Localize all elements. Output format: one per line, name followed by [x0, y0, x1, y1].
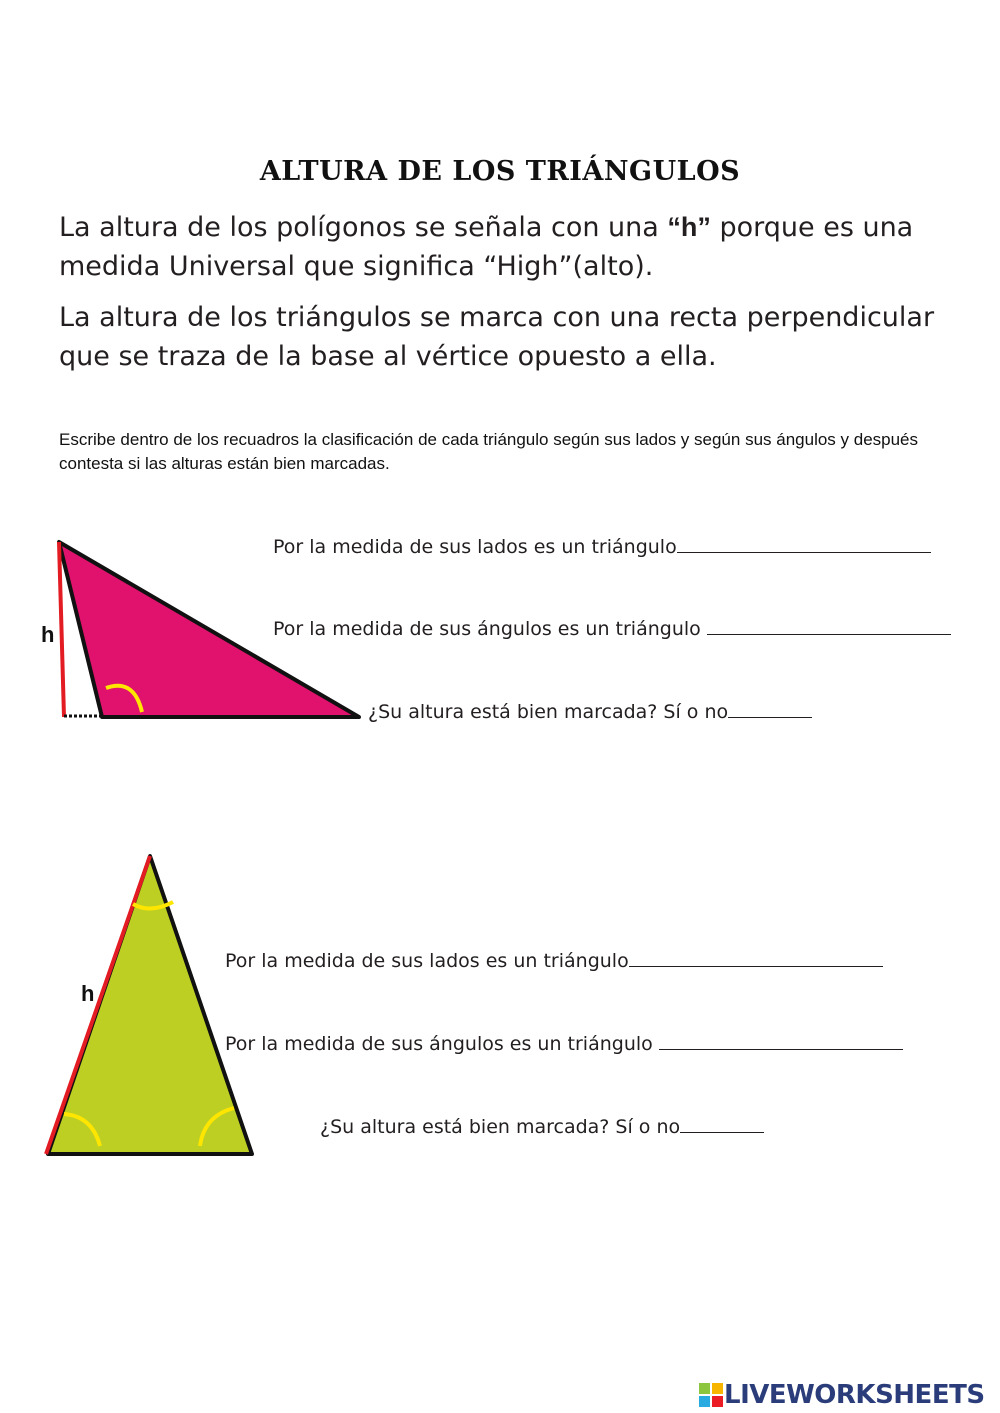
- question-text: Por la medida de sus ángulos es un triángulo: [273, 618, 707, 640]
- intro-text-end: porque es una medida Universal que significa “High”(alto).: [59, 212, 914, 282]
- answer-blank-sides-1[interactable]: [677, 534, 931, 553]
- answer-blank-angles-1[interactable]: [707, 616, 951, 635]
- question-sides-1: [273, 534, 931, 558]
- answer-blank-sides-2[interactable]: [629, 948, 883, 967]
- question-height-2: [320, 1114, 764, 1138]
- triangle-2-figure: [30, 840, 270, 1170]
- intro-text: La altura de los polígonos se señala con una: [59, 212, 668, 243]
- question-text: ¿Su altura está bien marcada? Sí o no: [320, 1116, 681, 1138]
- question-sides-2: [225, 948, 883, 972]
- h-label-2: h: [81, 981, 95, 1006]
- question-text: ¿Su altura está bien marcada? Sí o no: [368, 701, 729, 723]
- h-symbol: “h”: [667, 212, 711, 242]
- intro-paragraph-2: La altura de los triángulos se marca con una recta perpendicular que se traza de la base al vértice opuesto a ella.: [59, 302, 935, 372]
- question-angles-2: [225, 1031, 903, 1055]
- logo-icon: [698, 1382, 724, 1408]
- answer-blank-angles-2[interactable]: [659, 1031, 903, 1050]
- answer-blank-height-1[interactable]: [728, 699, 812, 718]
- question-text: Por la medida de sus lados es un triángulo: [273, 536, 677, 558]
- page-title: ALTURA DE LOS TRIÁNGULOS: [259, 156, 741, 187]
- liveworksheets-logo: [698, 1378, 985, 1412]
- h-label-1: h: [41, 622, 55, 647]
- question-text: Por la medida de sus lados es un triángulo: [225, 950, 629, 972]
- instructions: Escribe dentro de los recuadros la clasificación de cada triángulo según sus lados y según sus ángulos y después contesta si las alturas están bien marcadas.: [59, 430, 919, 473]
- logo-text: LIVEWORKSHEETS: [724, 1380, 985, 1410]
- answer-blank-height-2[interactable]: [680, 1114, 764, 1133]
- intro-paragraph-1: [59, 208, 939, 286]
- question-height-1: [368, 699, 812, 723]
- height-line-1: [59, 542, 64, 717]
- question-text: Por la medida de sus ángulos es un triángulo: [225, 1033, 659, 1055]
- triangle-2-shape: [48, 856, 252, 1154]
- question-angles-1: [273, 616, 951, 640]
